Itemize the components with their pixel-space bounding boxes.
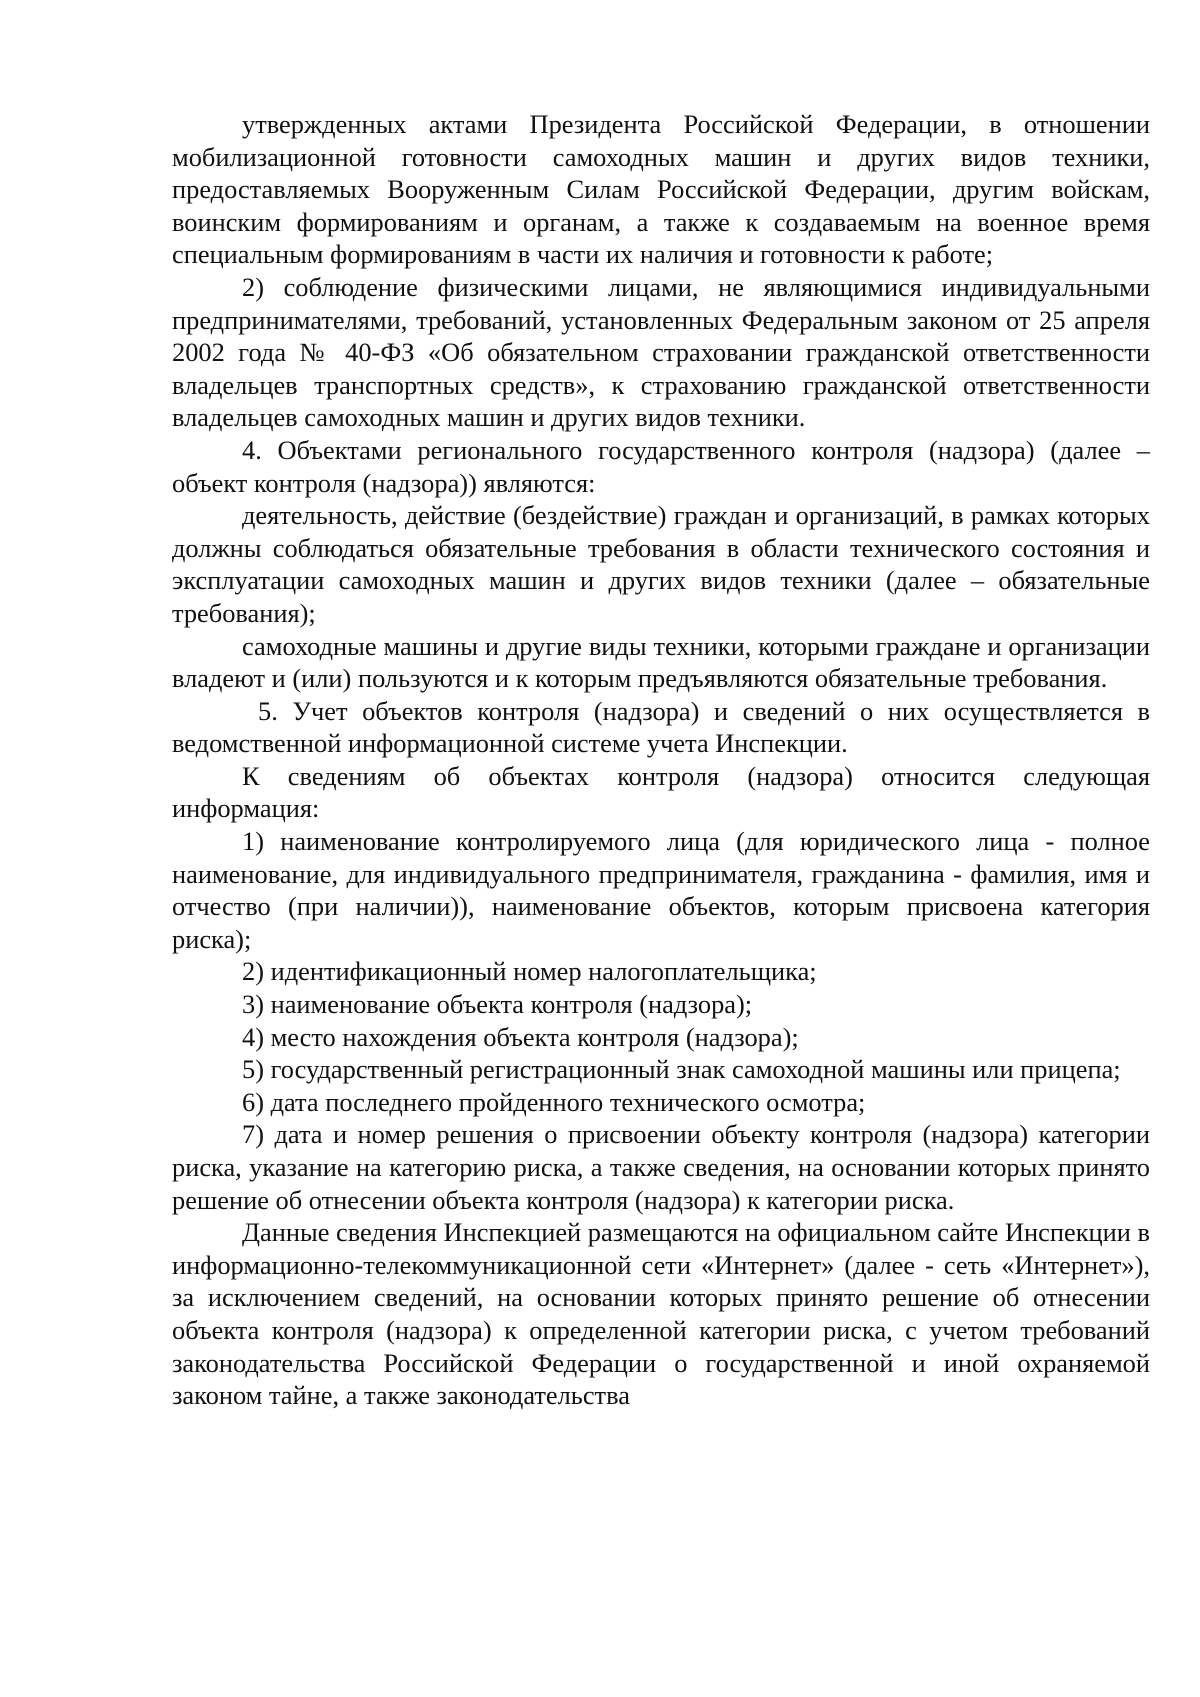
paragraph-15: Данные сведения Инспекцией размещаются на официальном сайте Инспекции в информационно-телекоммуникационной сети «Интернет» (далее - сеть «Интернет»), за исключением сведений, на основании которых принято решение об отнесении объекта контроля (надзора) к определенной категории риска, с учетом требований законодательства Российской Федерации о государственной и иной охраняемой законом тайне, а также законодательства — [172, 1217, 1150, 1411]
paragraph-4: деятельность, действие (бездействие) граждан и организаций, в рамках которых должны соблюдаться обязательные требования в области технического состояния и эксплуатации самоходных машин и других видов техники (далее – обязательные требования); — [172, 500, 1150, 628]
paragraph-12: 5) государственный регистрационный знак самоходной машины или прицепа; — [242, 1054, 1121, 1085]
paragraph-1: утвержденных актами Президента Российской Федерации, в отношении мобилизационной готовности самоходных машин и других видов техники, предоставляемых Вооруженным Силам Российской Федерации, другим войскам, воинским формированиям и органам, а также к создаваемым на военное время специальным формированиям в части их наличия и готовности к работе; — [172, 109, 1150, 270]
paragraph-3: 4. Объектами регионального государственного контроля (надзора) (далее – объект контроля (надзора)) являются: — [172, 434, 1150, 498]
paragraph-13: 6) дата последнего пройденного технического осмотра; — [242, 1086, 866, 1117]
paragraph-10: 3) наименование объекта контроля (надзора); — [242, 989, 753, 1020]
paragraph-9: 2) идентификационный номер налогоплательщика; — [242, 956, 817, 987]
paragraph-8: 1) наименование контролируемого лица (для юридического лица - полное наименование, для индивидуального предпринимателя, гражданина - фамилия, имя и отчество (при наличии)), наименование объектов, которым присвоена категория риска); — [172, 826, 1150, 954]
paragraph-11: 4) место нахождения объекта контроля (надзора); — [242, 1021, 799, 1052]
paragraph-2: 2) соблюдение физическими лицами, не являющимися индивидуальными предпринимателями, требований, установленных Федеральным законом от 25 апреля 2002 года № 40-ФЗ «Об обязательном страховании гражданской ответственности владельцев транспортных средств», к страхованию гражданской ответственности владельцев самоходных машин и других видов техники. — [172, 271, 1150, 433]
paragraph-14: 7) дата и номер решения о присвоении объекту контроля (надзора) категории риска, указание на категорию риска, а также сведения, на основании которых принято решение об отнесении объекта контроля (надзора) к категории риска. — [172, 1119, 1150, 1215]
document-page — [172, 108, 1150, 1412]
paragraph-7: К сведениям об объектах контроля (надзора) относится следующая информация: — [172, 760, 1150, 824]
paragraph-5: самоходные машины и другие виды техники, которыми граждане и организации владеют и (или) пользуются и к которым предъявляются обязательные требования. — [172, 630, 1150, 694]
paragraph-6: 5. Учет объектов контроля (надзора) и сведений о них осуществляется в ведомственной информационной системе учета Инспекции. — [172, 695, 1150, 759]
